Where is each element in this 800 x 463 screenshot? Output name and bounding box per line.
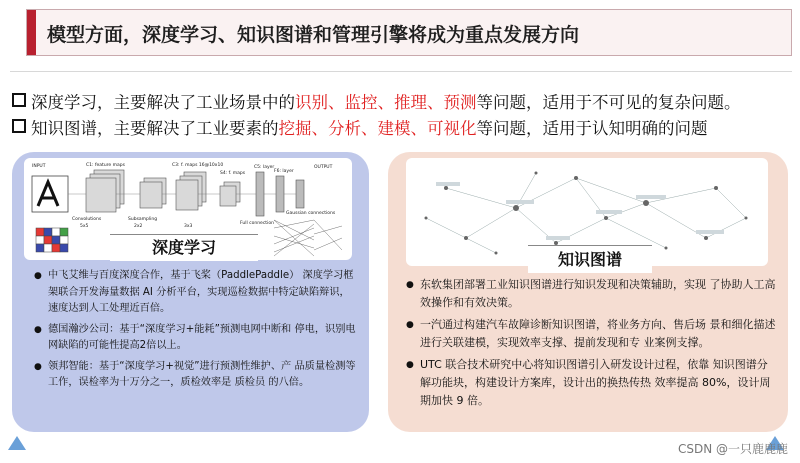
diagram-label: F6: layer	[274, 169, 294, 174]
title-banner	[26, 9, 792, 56]
diagram-label: Subsampling	[128, 217, 158, 222]
diagram-label: C3: f. maps 16@10x10	[172, 163, 224, 168]
knowledge-graph-case-list	[406, 276, 776, 414]
highlight-text: 识别、监控、推理、预测	[295, 93, 477, 112]
checkbox-square-icon	[12, 119, 26, 133]
diagram-label: Full connection	[240, 221, 274, 226]
diagram-label: C1: feature maps	[86, 163, 125, 168]
list-item: ● 领邦智能：基于“深度学习+视觉”进行预测性维护、产 品质量检测等工作，误检率为十万分之一，质检效率是 质检员 的八倍。	[34, 359, 356, 392]
diagram-label: OUTPUT	[314, 165, 333, 170]
checkbox-square-icon	[12, 93, 26, 107]
deep-learning-case-list	[34, 268, 356, 396]
list-item: ● 德国瀚沙公司：基于“深度学习+能耗”预测电网中断和 停电，识别电网缺陷的可能性提高2倍以上。	[34, 322, 356, 355]
knowledge-graph-caption: 知识图谱	[528, 245, 652, 273]
diagram-label: C5: layer	[254, 165, 275, 170]
page-title: 模型方面，深度学习、知识图谱和管理引擎将成为重点发展方向	[47, 24, 580, 46]
triangle-decoration-icon	[8, 436, 26, 450]
highlight-text: 挖掘、分析、建模、可视化	[278, 119, 477, 138]
deep-learning-caption: 深度学习	[110, 234, 258, 261]
knowledge-graph-panel	[388, 152, 788, 432]
intro-line-deep-learning: 深度学习，主要解决了工业场景中的识别、监控、推理、预测等问题，适用于不可见的复杂问题。	[12, 89, 741, 113]
diagram-label: 2x2	[134, 224, 143, 229]
list-item: ● UTC 联合技术研究中心将知识图谱引入研发设计过程，依靠 知识图谱分解功能块，构建设计方案库，设计出的换热传热 效率提高 80%，设计周期加快 9 倍。	[406, 356, 776, 410]
diagram-label: Gaussian connections	[286, 211, 336, 216]
diagram-label: S4: f. maps	[220, 171, 246, 176]
diagram-label: 5x5	[80, 224, 89, 229]
list-item: ● 东软集团部署工业知识图谱进行知识发现和决策辅助，实现 了协助人工高效操作和有效决策。	[406, 276, 776, 312]
list-item: ● 中飞艾维与百度深度合作，基于飞桨（PaddlePaddle） 深度学习框架联合开发海量数据 AI 分析平台，实现巡检数据中特定缺陷辩识，速度达到人工处理近百倍。	[34, 268, 356, 318]
diagram-label: INPUT	[32, 164, 46, 169]
diagram-label: Convolutions	[72, 217, 102, 222]
divider	[10, 71, 792, 72]
title-accent-bar	[27, 10, 36, 55]
watermark: CSDN @一只鹿鹿鹿	[677, 442, 788, 456]
intro-line-knowledge-graph: 知识图谱，主要解决了工业要素的挖掘、分析、建模、可视化等问题，适用于认知明确的问题	[12, 115, 708, 139]
list-item: ● 一汽通过构建汽车故障诊断知识图谱，将业务方向、售后场 景和细化描述进行关联建模，实现效率支撑、提前发现和专 业案例支撑。	[406, 316, 776, 352]
diagram-label: 3x3	[184, 224, 193, 229]
deep-learning-panel	[12, 152, 369, 432]
